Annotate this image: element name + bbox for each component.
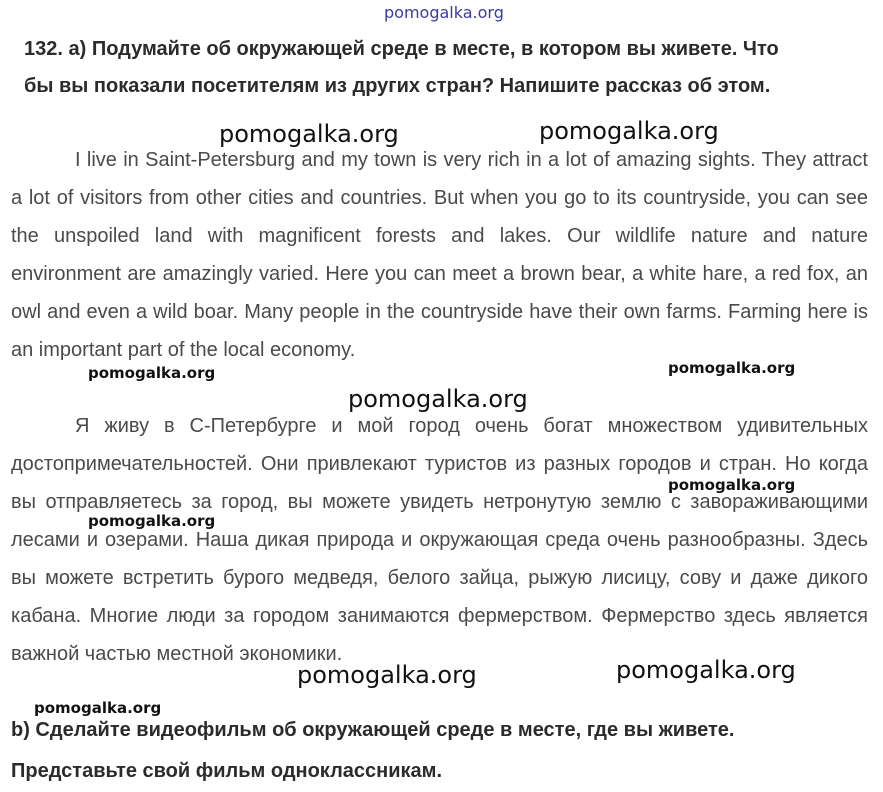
watermark: pomogalka.org [88,364,216,382]
watermark: pomogalka.org [34,699,162,717]
watermark: pomogalka.org [88,512,216,530]
answer-russian: Я живу в С-Петербурге и мой город очень богат множеством удивительных достопримечательностей. Они привлекают туристов из разных городов и стран. Но когда вы отправляетесь за город, вы можете увидеть нетронутую землю с завораживающими лесами и озерами. Наша дикая природа и окружающая среда очень разнообразны. Здесь вы можете встретить бурого медведя, белого зайца, рыжую лисицу, сову и даже дикого кабана. Многие люди за городом занимаются фермерством. Фермерство здесь является важной частью местной экономики. [11,415,868,665]
watermark: pomogalka.org [539,117,719,145]
watermark: pomogalka.org [297,661,477,689]
watermark: pomogalka.org [348,385,528,413]
watermark: pomogalka.org [668,359,796,377]
watermark: pomogalka.org [668,476,796,494]
watermark: pomogalka.org [616,656,796,684]
answer-english: I live in Saint-Petersburg and my town is very rich in a lot of amazing sights. They attract a lot of visitors from other cities and countries. But when you go to its countryside, you can see the unspoiled land with magnificent forests and lakes. Our wildlife nature and nature environment are amazingly varied. Here you can meet a brown bear, a white hare, a red fox, an owl and even a wild boar. Many people in the countryside have their own farms. Farming here is an important part of the local economy. [11,149,868,361]
watermark-top: pomogalka.org [384,3,504,22]
task-heading-line-1: 132. а) Подумайте об окружающей среде в месте, в котором вы живете. Что [24,38,779,60]
task-heading-line-2: бы вы показали посетителям из других стран? Напишите рассказ об этом. [24,75,771,97]
watermark: pomogalka.org [219,120,399,148]
task-b-line-2: Представьте свой фильм одноклассникам. [11,760,442,782]
task-b-line-1: b) Сделайте видеофильм об окружающей среде в месте, где вы живете. [11,719,735,741]
